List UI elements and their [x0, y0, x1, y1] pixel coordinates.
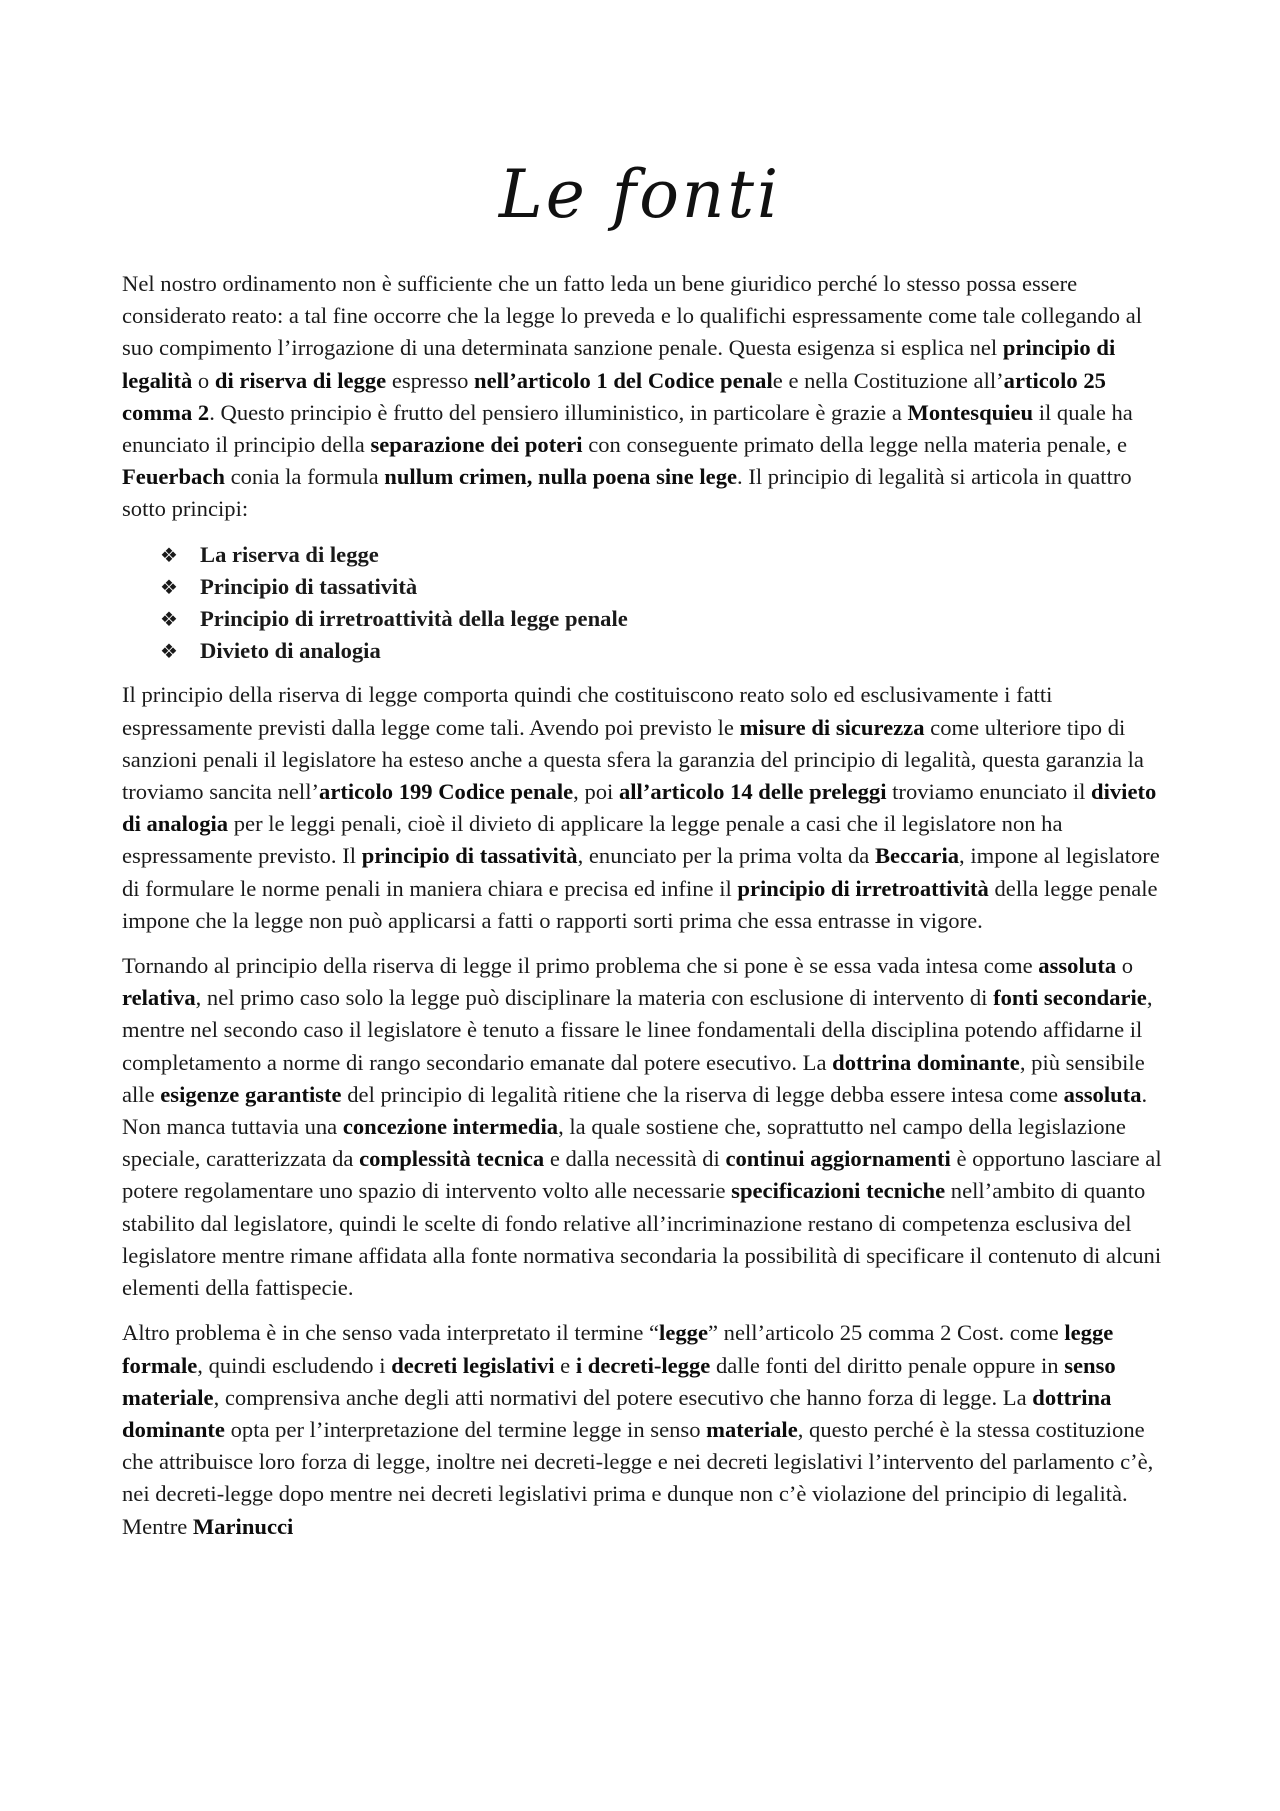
- bullet-item: [160, 603, 1168, 635]
- document-body: [122, 268, 1168, 1556]
- bold-text: senso materiale: [122, 1352, 1116, 1410]
- four-diamond-bullet-icon: ❖: [160, 607, 178, 632]
- paragraph: [122, 268, 1168, 526]
- text-run: , impone al legislatore di formulare le norme penali in maniera chiara e precisa ed infine il: [122, 843, 1160, 901]
- bold-text: dottrina dominante: [832, 1049, 1020, 1075]
- bold-text: esigenze garantiste: [160, 1081, 342, 1107]
- bold-text: nell’articolo 1 del Codice penal: [474, 367, 773, 393]
- text-run: e e nella Costituzione all’: [772, 367, 1004, 393]
- bold-text: articolo 25 comma 2: [122, 367, 1106, 425]
- bold-text: dottrina dominante: [122, 1384, 1112, 1442]
- bold-text: assoluta: [1063, 1081, 1142, 1107]
- bold-text: legge formale: [122, 1320, 1114, 1378]
- text-run: del principio di legalità ritiene che la riserva di legge debba essere intesa come: [341, 1081, 1064, 1107]
- bullet-list: [122, 539, 1168, 668]
- bold-text: all’articolo 14 delle preleggi: [618, 779, 887, 805]
- text-run: ” nell’articolo 25 comma 2 Cost. come: [707, 1320, 1065, 1346]
- bold-text: principio di legalità: [122, 335, 1116, 393]
- text-run: e dalla necessità di: [544, 1146, 726, 1172]
- bold-text: separazione dei poteri: [370, 432, 583, 458]
- text-run: troviamo enunciato il: [886, 779, 1092, 805]
- bold-text: articolo 199 Codice penale: [319, 779, 574, 805]
- text-run: Tornando al principio della riserva di legge il primo problema che si pone è se essa vada intesa come: [122, 953, 1039, 979]
- text-run: è opportuno lasciare al potere regolamentare uno spazio di intervento volto alle necessarie: [122, 1146, 1162, 1204]
- bold-text: principio di tassatività: [361, 843, 578, 869]
- bold-text: divieto di analogia: [122, 779, 1157, 837]
- text-run: espresso: [386, 367, 475, 393]
- text-run: come ulteriore tipo di sanzioni penali il legislatore ha esteso anche a questa sfera la garanzia del principio di legalità, questa garanzia la troviamo sancita nell’: [122, 714, 1144, 805]
- text-run: conia la formula: [224, 464, 385, 490]
- text-run: o: [192, 367, 215, 393]
- text-run: Nel nostro ordinamento non è sufficiente che un fatto leda un bene giuridico perché lo stesso possa essere considerato reato: a tal fine occorre che la legge lo preveda e lo qualifichi espressamente come tale collegando al suo compimento l’irrogazione di una determinata sanzione penale. Questa esigenza si esplica nel: [122, 271, 1143, 361]
- bold-text: Marinucci: [192, 1513, 294, 1539]
- text-run: , nel primo caso solo la legge può disciplinare la materia con esclusione di intervento di: [195, 985, 994, 1011]
- bullet-label: La riserva di legge: [200, 541, 379, 567]
- text-run: , comprensiva anche degli atti normativi del potere esecutivo che hanno forza di legge. La: [213, 1384, 1033, 1410]
- intro-section: [122, 268, 1168, 526]
- bold-text: relativa: [122, 985, 196, 1011]
- bold-text: Feuerbach: [122, 464, 225, 490]
- text-run: , mentre nel secondo caso il legislatore è tenuto a fissare le linee fondamentali della disciplina potendo affidarne il completamento a norme di rango secondario emanate dal potere esecutivo. La: [122, 985, 1153, 1075]
- paragraph: [122, 679, 1168, 937]
- text-run: , questo perché è la stessa costituzione che attribuisce loro forza di legge, inoltre nei decreti-legge e nei decreti legislativi l’intervento del parlamento c’è, nei decreti-legge dopo mentre nei decreti legislativi prima e dunque non c’è violazione del principio di legalità. Mentre: [122, 1416, 1154, 1539]
- four-diamond-bullet-icon: ❖: [160, 542, 178, 567]
- bullet-item: [160, 635, 1168, 667]
- page-title: Le fonti: [498, 156, 782, 233]
- text-run: , poi: [573, 779, 619, 805]
- bold-text: concezione intermedia: [342, 1114, 559, 1140]
- four-diamond-bullet-icon: ❖: [160, 639, 178, 664]
- bullet-label: Principio di irretroattività della legge penale: [200, 606, 628, 632]
- bold-text: fonti secondarie: [993, 985, 1147, 1011]
- text-run: Altro problema è in che senso vada interpretato il termine “: [122, 1320, 660, 1346]
- bold-text: principio di irretroattività: [737, 875, 989, 901]
- paragraph: [122, 950, 1168, 1304]
- text-run: opta per l’interpretazione del termine legge in senso: [224, 1416, 707, 1442]
- bold-text: decreti legislativi: [391, 1352, 555, 1378]
- bold-text: specificazioni tecniche: [731, 1178, 946, 1204]
- bold-text: Montesquieu: [907, 399, 1034, 425]
- text-run: . Questo principio è frutto del pensiero illuministico, in particolare è grazie a: [209, 399, 908, 425]
- four-diamond-bullet-icon: ❖: [160, 574, 178, 599]
- text-run: , la quale sostiene che, soprattutto nel campo della legislazione speciale, caratterizzata da: [122, 1114, 1126, 1172]
- text-run: il quale ha enunciato il principio della: [122, 399, 1133, 458]
- text-run: con conseguente primato della legge nella materia penale, e: [582, 432, 1128, 458]
- bold-text: misure di sicurezza: [739, 714, 925, 740]
- text-run: della legge penale impone che la legge non può applicarsi a fatti o rapporti sorti prima che essa entrasse in vigore.: [122, 875, 1158, 933]
- bullet-item: [160, 539, 1168, 571]
- text-run: , enunciato per la prima volta da: [577, 843, 875, 869]
- bold-text: materiale: [706, 1416, 798, 1442]
- bullet-item: [160, 571, 1168, 603]
- text-run: nell’ambito di quanto stabilito dal legislatore, quindi le scelte di fondo relative all’incriminazione restano di competenza esclusiva del legislatore mentre rimane affidata alla fonte normativa secondaria la possibilità di specificare il contenuto di alcuni elementi della fattispecie.: [122, 1178, 1162, 1301]
- bold-text: Beccaria: [874, 843, 960, 869]
- text-run: . Il principio di legalità si articola in quattro sotto principi:: [122, 464, 1132, 522]
- bold-text: legge: [659, 1320, 708, 1346]
- text-run: o: [1116, 953, 1134, 979]
- bold-text: di riserva di legge: [214, 367, 387, 393]
- text-run: per le leggi penali, cioè il divieto di applicare la legge penale a casi che il legislatore non ha espressamente previsto. Il: [122, 811, 1063, 869]
- bold-text: nullum crimen, nulla poena sine lege: [384, 464, 738, 490]
- text-run: e: [554, 1352, 576, 1378]
- text-run: . Non manca tuttavia una: [122, 1081, 1148, 1140]
- bullet-label: Principio di tassatività: [200, 573, 418, 599]
- text-run: Il principio della riserva di legge comporta quindi che costituiscono reato solo ed esclusivamente i fatti espressamente previsti dalla legge come tali. Avendo poi previsto le: [122, 682, 1053, 740]
- bold-text: complessità tecnica: [359, 1146, 545, 1172]
- bold-text: assoluta: [1038, 953, 1117, 979]
- text-run: dalle fonti del diritto penale oppure in: [710, 1352, 1065, 1378]
- paragraph: [122, 1317, 1168, 1542]
- text-run: , più sensibile alle: [122, 1049, 1145, 1107]
- bullet-label: Divieto di analogia: [200, 638, 381, 664]
- bold-text: continui aggiornamenti: [725, 1146, 951, 1172]
- after-section: [122, 679, 1168, 1542]
- bold-text: i decreti-legge: [575, 1352, 711, 1378]
- text-run: , quindi escludendo i: [197, 1352, 392, 1378]
